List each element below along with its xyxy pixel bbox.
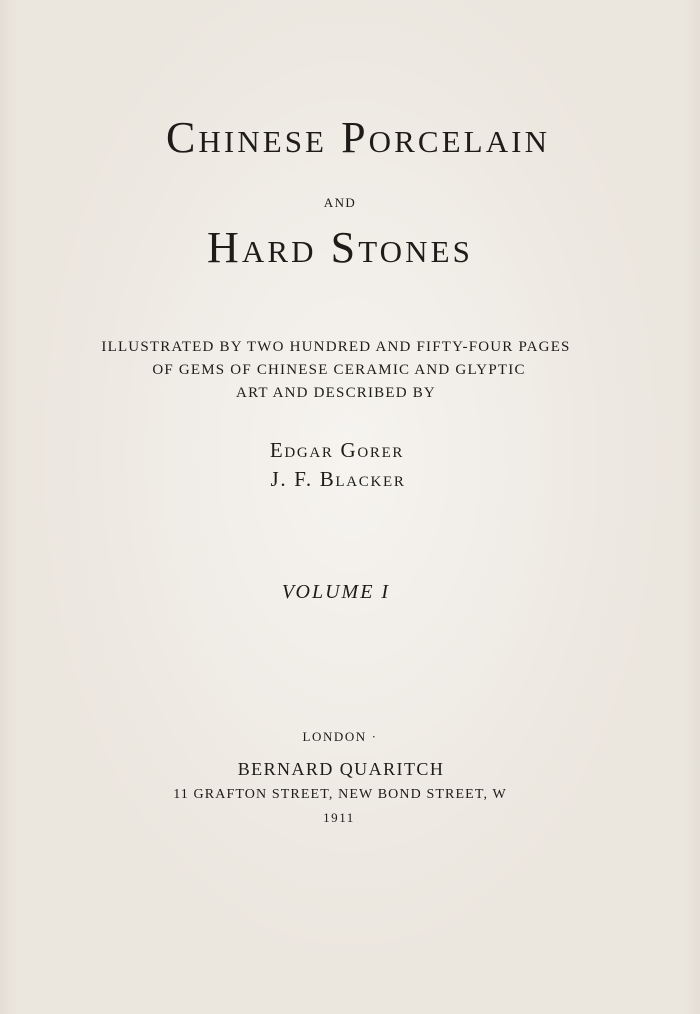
description-line-3: ART AND DESCRIBED BY — [236, 385, 436, 401]
author-2: J. F. Blacker — [270, 467, 406, 491]
imprint-address: 11 GRAFTON STREET, NEW BOND STREET, W — [173, 787, 507, 802]
description-line-1: ILLUSTRATED BY TWO HUNDRED AND FIFTY-FOUR PAGES — [101, 339, 571, 355]
imprint-city: LONDON · — [302, 729, 378, 744]
book-title-line-2: Hard Stones — [207, 223, 473, 272]
author-1: Edgar Gorer — [269, 438, 405, 462]
book-title-line-1: Chinese Porcelain — [165, 113, 551, 162]
book-title-connector: and — [323, 191, 357, 211]
imprint-publisher: BERNARD QUARITCH — [237, 759, 445, 779]
imprint-year: 1911 — [323, 810, 355, 825]
volume-label: VOLUME I — [281, 581, 391, 603]
description-line-2: OF GEMS OF CHINESE CERAMIC AND GLYPTIC — [152, 362, 526, 378]
